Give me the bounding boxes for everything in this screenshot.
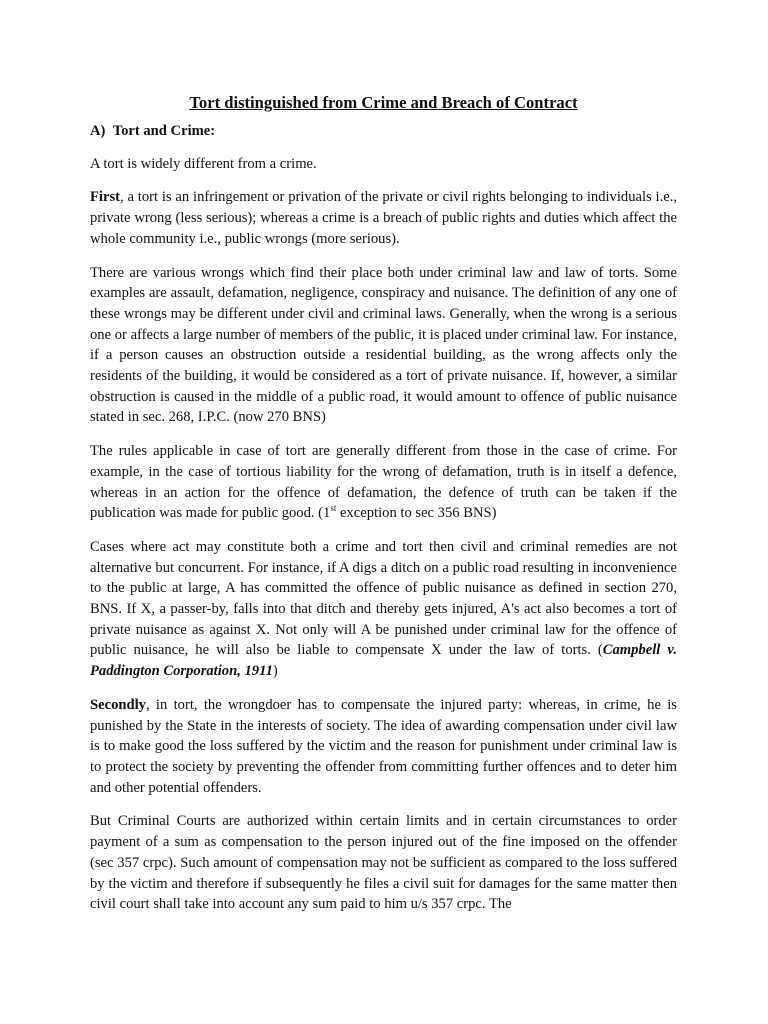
wrongs-paragraph: There are various wrongs which find their place both under criminal law and law of torts. Some examples are assault, defamation, negligence, conspiracy and nuisance. The definition of any one of these wrongs may be different under civil and criminal laws. Generally, when the wrong is a serious one or affects a large number of members of the public, it is placed under criminal law. For instance, if a person causes an obstruction outside a residential building, as the wrong affects only the residents of the building, it would be considered as a tort of private nuisance. If, however, a similar obstruction is caused in the middle of a public road, it would amount to offence of public nuisance stated in sec. 268, I.P.C. (now 270 BNS)	[90, 264, 677, 426]
rules-superscript: st	[330, 503, 337, 514]
cases-paragraph	[90, 537, 677, 682]
rules-after: exception to sec 356 BNS)	[336, 505, 497, 522]
intro-paragraph: A tort is widely different from a crime.	[90, 155, 317, 172]
case-citation: Campbell v. Paddington Corporation, 1911	[90, 642, 677, 680]
first-point-paragraph	[90, 187, 677, 249]
document-page	[90, 92, 677, 915]
cases-close: )	[272, 663, 278, 680]
rules-text: The rules applicable in case of tort are generally different from those in the case of crime. For example, in the case of tortious liability for the wrong of defamation, truth is in itself a defence, whereas in an action for the offence of defamation, the defence of truth can be taken if the publication was made for public good. (1	[90, 443, 677, 522]
secondly-paragraph	[90, 695, 677, 799]
first-text: , a tort is an infringement or privation of the private or civil rights belonging to individuals i.e., private wrong (less serious); whereas a crime is a breach of public rights and duties which affect the whole community i.e., public wrongs (more serious).	[90, 189, 677, 247]
secondly-text: , in tort, the wrongdoer has to compensate the injured party: whereas, in crime, he is punished by the State in the interests of society. The idea of awarding compensation under civil law is to make good the loss suffered by the victim and the reason for punishment under criminal law is to protect the society by preventing the offender from committing further offences and to deter him and other potential offenders.	[90, 696, 677, 796]
first-lead: First	[90, 189, 120, 206]
cases-text: Cases where act may constitute both a crime and tort then civil and criminal remedies are not alternative but concurrent. For instance, if A digs a ditch on a public road resulting in inconvenience to the public at large, A has committed the offence of public nuisance as defined in section 270, BNS. If X, a passer-by, falls into that ditch and thereby gets injured, A's act also becomes a tort of private nuisance as against X. Not only will A be punished under criminal law for the offence of public nuisance, he will also be liable to compensate X under the law of torts. (	[90, 538, 677, 659]
page-title: Tort distinguished from Crime and Breach of Contract	[189, 93, 578, 112]
section-heading-tort-and-crime	[90, 121, 677, 142]
section-heading-text: Tort and Crime:	[112, 123, 216, 139]
section-marker: A)	[90, 123, 106, 139]
secondly-lead: Secondly	[90, 696, 146, 713]
criminal-courts-paragraph: But Criminal Courts are authorized within certain limits and in certain circumstances to order payment of a sum as compensation to the person injured out of the fine imposed on the offender (sec 357 crpc). Such amount of compensation may not be sufficient as compared to the loss suffered by the victim and therefore if subsequently he files a civil suit for damages for the same matter then civil court shall take into account any sum paid to him u/s 357 crpc. The	[90, 813, 677, 913]
rules-paragraph	[90, 441, 677, 524]
